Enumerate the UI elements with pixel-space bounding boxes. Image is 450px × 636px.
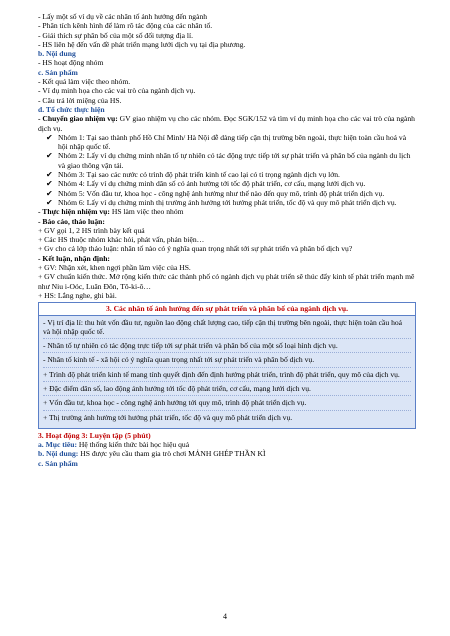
text-line: - Ví dụ minh họa cho các vai trò của ngành dịch vụ. — [38, 86, 196, 96]
group-item — [38, 170, 416, 179]
text-line: - Kết quả làm việc theo nhóm. — [38, 77, 131, 87]
checkmark-icon: ✔ — [46, 197, 53, 207]
paragraph-chuyengiao — [38, 114, 416, 133]
text-line: + Gv cho cả lớp thảo luận: nhân tố nào có ý nghĩa quan trọng nhất tới sự phát triển và phân bố dịch vụ? — [38, 244, 353, 254]
text-line: - Lấy một số ví dụ về các nhân tố ảnh hưởng đến ngành — [38, 12, 208, 21]
text-line: - HS hoạt động nhóm — [38, 58, 104, 68]
knowledge-box-body — [39, 316, 415, 428]
section-heading-sanpham2: c. Sản phẩm — [38, 458, 78, 468]
text-line: + GV: Nhận xét, khen ngợi phần làm việc của HS. — [38, 263, 191, 273]
paragraph-thuchien — [38, 207, 416, 216]
section-heading-tochuc: d. Tổ chức thực hiện — [38, 104, 105, 114]
paragraph-noidung2 — [38, 449, 416, 458]
group-text: Nhóm 2: Lấy ví dụ chứng minh nhân tố tự nhiên có tác động trực tiếp tới sự phát triển và phân bố của ngành du lịch và giao thông vận tải. — [58, 151, 411, 170]
checkmark-icon: ✔ — [46, 179, 53, 189]
label-thuchien: - Thực hiện nhiệm vụ: — [38, 207, 110, 217]
knowledge-item: + Đặc điểm dân số, lao động ảnh hưởng tới tốc độ phát triển, cơ cấu, mạng lưới dịch vụ. — [43, 384, 411, 396]
group-item — [38, 133, 416, 152]
checkmark-icon: ✔ — [46, 151, 53, 161]
group-text: Nhóm 5: Vốn đầu tư, khoa học - công nghệ ảnh hưởng như thế nào đến quy mô, trình độ phát triển dịch vụ. — [58, 188, 385, 198]
group-text: Nhóm 1: Tại sao thành phố Hồ Chí Minh/ Hà Nội dễ dàng tiếp cận thị trường bên ngoài, thực hiện toàn cầu hoá và hội nhập quốc tế. — [58, 132, 407, 152]
knowledge-box — [38, 302, 416, 429]
group-text: Nhóm 6: Lấy ví dụ chứng minh thị trường ảnh hưởng tới hướng phát triển, tốc độ và quy mô phát triển dịch vụ. — [58, 197, 397, 207]
text-noidung2: HS được yêu cầu tham gia trò chơi MẢNH GHÉP THẦN KÌ — [78, 449, 266, 459]
group-text: Nhóm 4: Lấy ví dụ chứng minh dân số có ảnh hưởng tới tốc độ phát triển, cơ cấu, mạng lưới dịch vụ. — [58, 179, 366, 189]
label-noidung2: b. Nội dung: — [38, 449, 79, 459]
knowledge-box-title: 3. Các nhân tố ảnh hưởng đến sự phát triển và phân bố của ngành dịch vụ. — [39, 303, 415, 315]
label-chuyengiao: - Chuyển giao nhiệm vụ: — [38, 114, 118, 124]
text-line: - Giải thích sự phân bố của một số đối tượng địa lí. — [38, 30, 194, 40]
label-ketluan: - Kết luận, nhận định: — [38, 253, 110, 263]
group-item — [38, 151, 416, 170]
text-line: + GV chuẩn kiến thức. Mở rộng kiến thức các thành phố có ngành dịch vụ phát triển sẽ thúc đẩy kinh tế phát triển mạnh mẽ như Niu i-Oóc, Luân Đôn, Tô-ki-ô… — [38, 272, 415, 291]
activity-3-title: 3. Hoạt động 3: Luyện tập (5 phút) — [38, 430, 151, 440]
knowledge-item: + Thị trường ảnh hưởng tới hướng phát triển, tốc độ và quy mô phát triển dịch vụ. — [43, 412, 293, 422]
page-content — [38, 12, 416, 468]
section-heading-noidung: b. Nội dung — [38, 49, 76, 59]
text-line: - Phân tích kênh hình để làm rõ tác động của các nhân tố. — [38, 21, 213, 31]
text-line: + HS: Lắng nghe, ghi bài. — [38, 290, 117, 300]
group-item — [38, 179, 416, 188]
label-muctieu: a. Mục tiêu: — [38, 440, 78, 450]
group-item — [38, 198, 416, 207]
knowledge-item: + Trình độ phát triển kinh tế mang tính quyết định đến định hướng phát triển, trình độ phát triển, quy mô của dịch vụ. — [43, 370, 411, 382]
checkmark-icon: ✔ — [46, 170, 53, 180]
page-number: 4 — [223, 612, 227, 621]
checkmark-icon: ✔ — [46, 132, 53, 142]
section-heading-sanpham: c. Sản phẩm — [38, 67, 78, 77]
text-line: + GV gọi 1, 2 HS trình bày kết quả — [38, 225, 145, 235]
group-text: Nhóm 3: Tại sao các nước có trình độ phát triển kinh tế cao lại có tỉ trọng ngành dịch vụ lớn. — [58, 170, 340, 180]
label-baocao: - Báo cáo, thảo luận: — [38, 216, 105, 226]
paragraph-muctieu — [38, 440, 416, 449]
knowledge-item: - Nhân tố tự nhiên có tác động trực tiếp tới sự phát triển và phân bố của một số loại hình dịch vụ. — [43, 341, 411, 353]
text-line: - HS liên hệ đến vấn đề phát triển mạng lưới dịch vụ tại địa phương. — [38, 39, 246, 49]
text-thuchien: HS làm việc theo nhóm — [109, 207, 184, 217]
knowledge-item: + Vốn đầu tư, khoa học - công nghệ ảnh hưởng tới quy mô, trình độ phát triển dịch vụ. — [43, 398, 411, 410]
knowledge-item: - Nhân tố kinh tế - xã hội có ý nghĩa quan trọng nhất tới sự phát triển và phân bố dịch vụ. — [43, 355, 411, 367]
checkmark-icon: ✔ — [46, 188, 53, 198]
knowledge-item: - Vị trí địa lí: thu hút vốn đầu tư, nguồn lao động chất lượng cao, tiếp cận thị trường bên ngoài, thực hiện toàn cầu hoá và hội nhập quốc tế. — [43, 318, 411, 340]
text-muctieu: Hệ thống kiến thức bài học hiệu quả — [77, 440, 190, 450]
group-item — [38, 189, 416, 198]
text-line: - Câu trả lời miệng của HS. — [38, 95, 122, 105]
text-chuyengiao: GV giao nhiệm vụ cho các nhóm. Đọc SGK/152 và tìm ví dụ minh họa cho các vai trò của ngành dịch vụ. — [38, 114, 415, 133]
text-line: + Các HS thuộc nhóm khác hỏi, phát vấn, phản biện… — [38, 235, 205, 245]
